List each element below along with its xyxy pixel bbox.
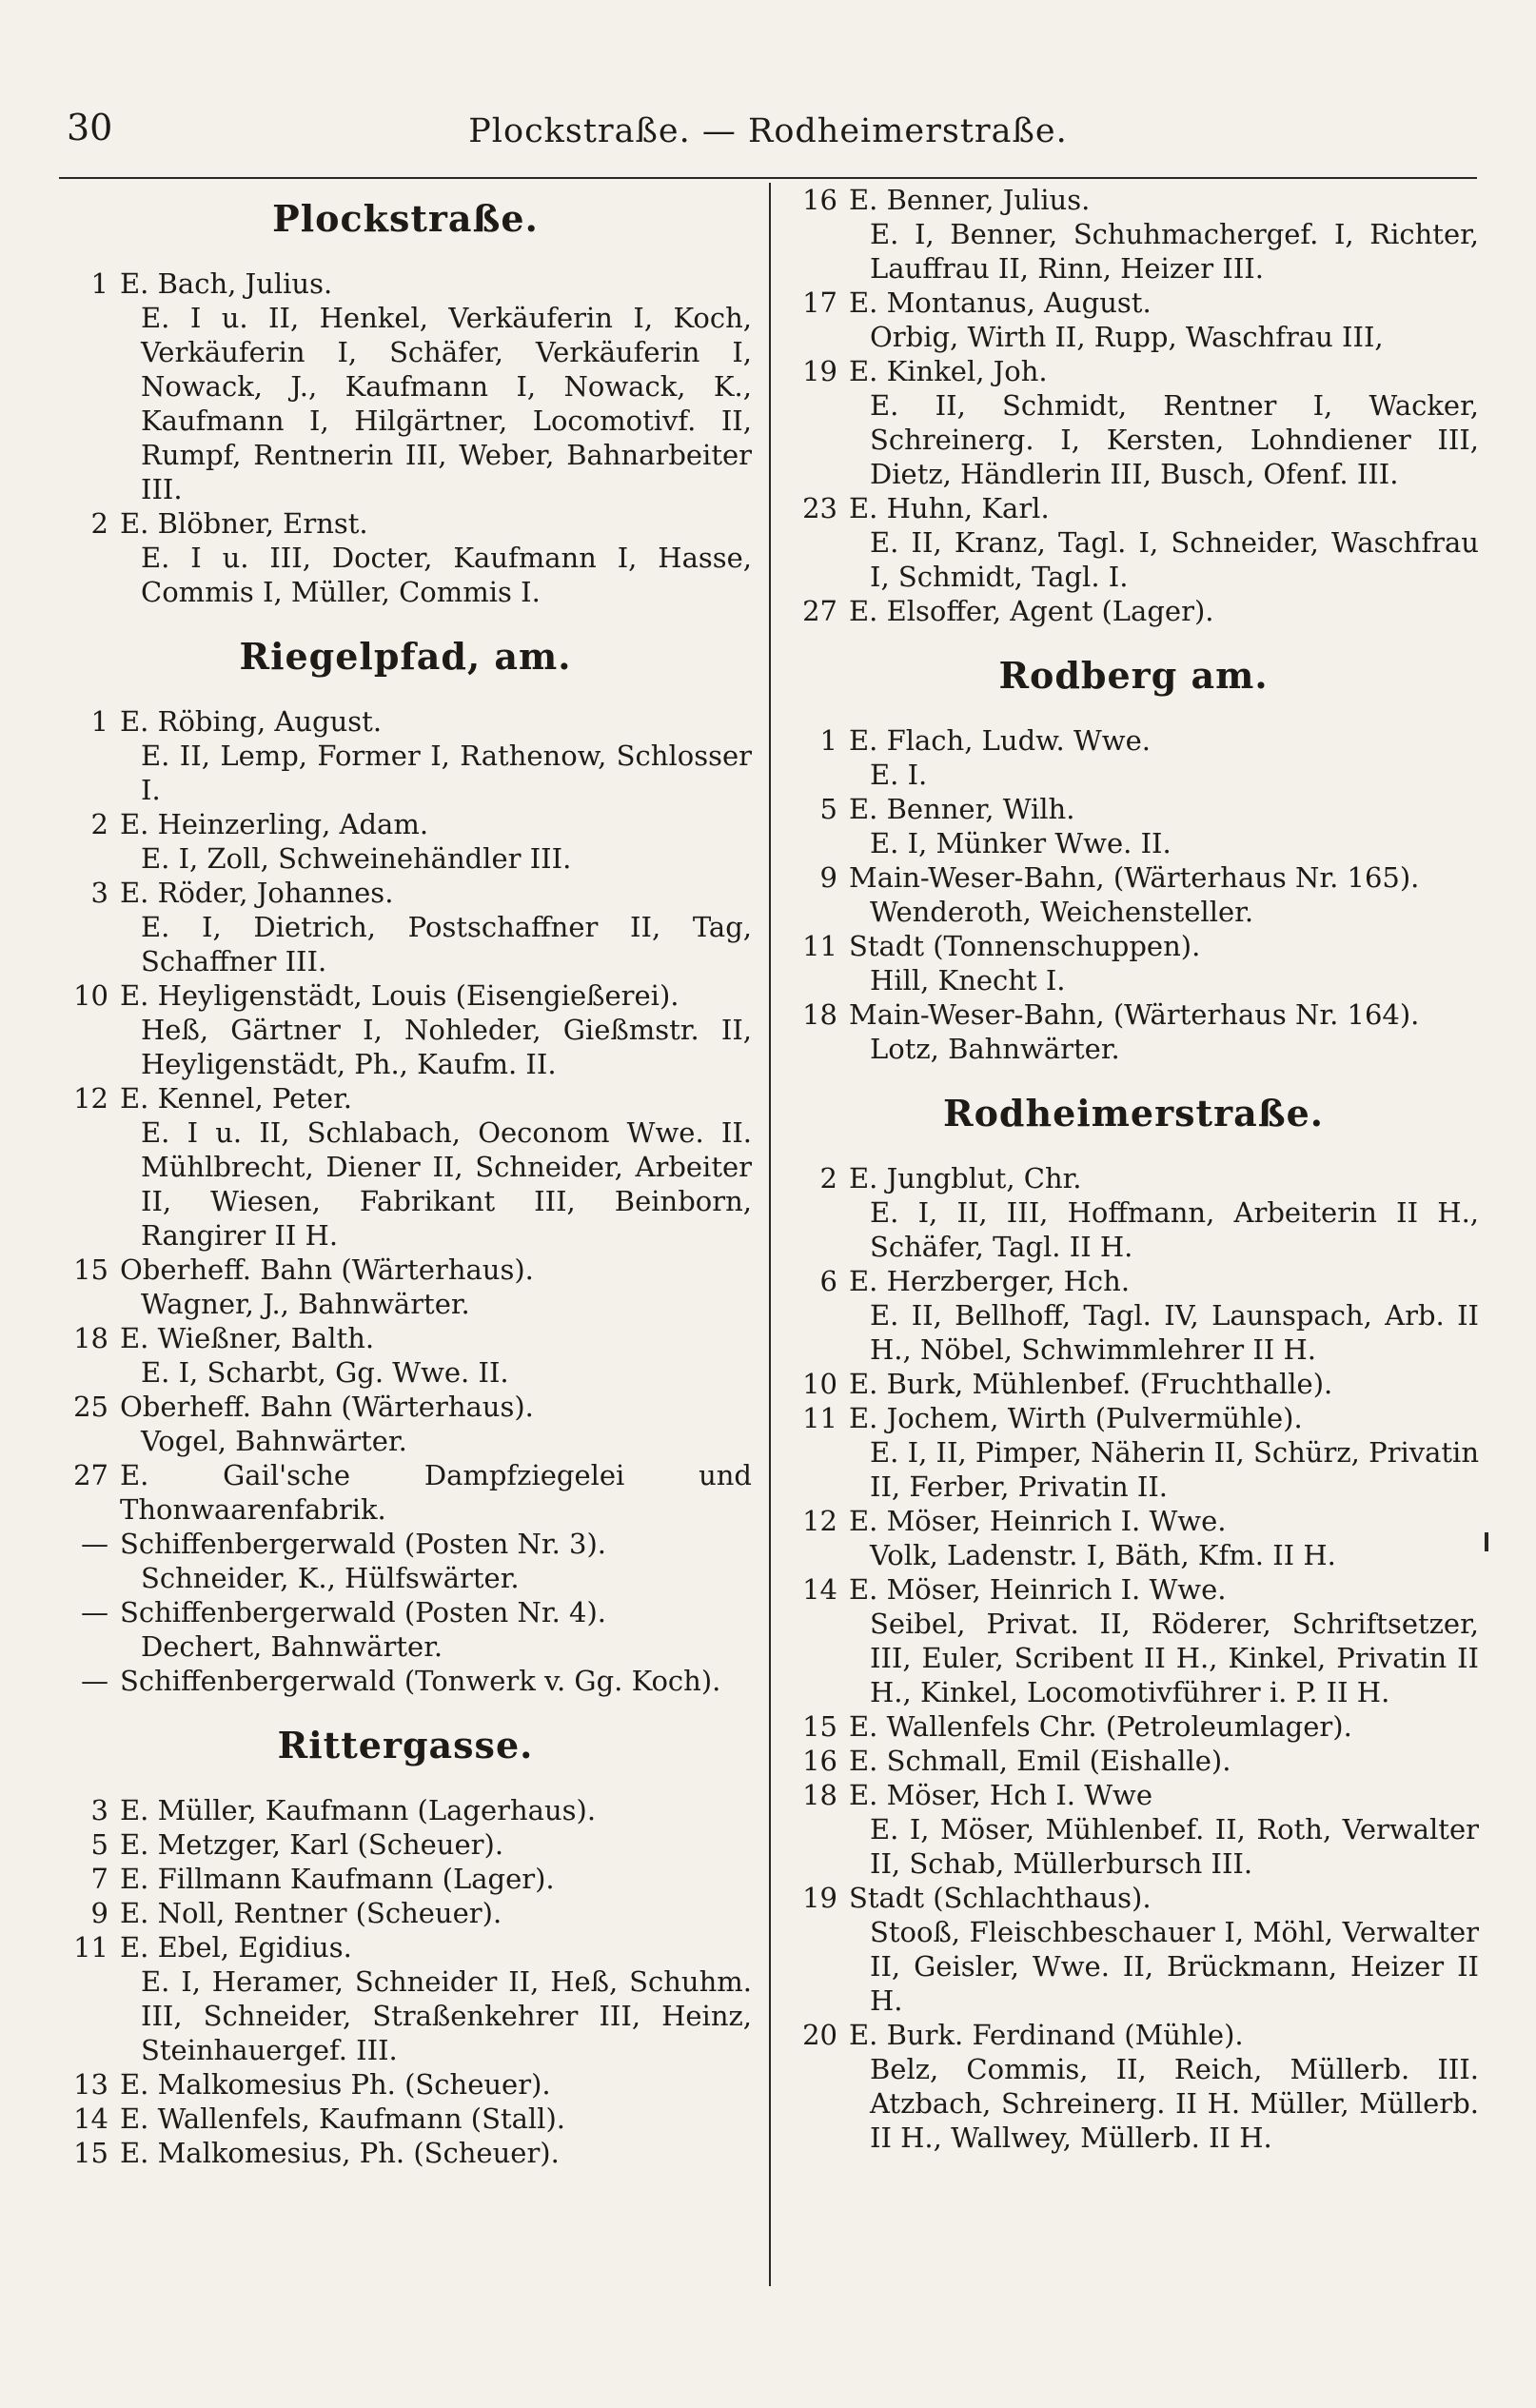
house-number: 14 — [802, 1573, 837, 1606]
tenant-line: E. II, Kranz, Tagl. I, Schneider, Waschfrau I, Schmidt, Tagl. I. — [870, 526, 1479, 593]
page-number: 30 — [67, 107, 113, 148]
owner-line: E. Elsoffer, Agent (Lager). — [849, 595, 1214, 627]
owner-line: E. Burk. Ferdinand (Mühle). — [849, 2019, 1244, 2051]
address-entry — [788, 1161, 1479, 1264]
owner-line: E. Benner, Julius. — [849, 184, 1091, 216]
tenant-line: E. I, Benner, Schuhmachergef. I, Richter, Lauffrau II, Rinn, Heizer III. — [870, 218, 1479, 285]
tenant-line: E. I, Münker Wwe. II. — [870, 827, 1172, 859]
owner-line: E. Bach, Julius. — [120, 267, 333, 300]
owner-line: E. Herzberger, Hch. — [849, 1265, 1131, 1297]
house-number: 17 — [802, 286, 837, 319]
owner-line: Stadt (Schlachthaus). — [849, 1882, 1152, 1914]
running-title: Plockstraße. — Rodheimerstraße. — [468, 112, 1068, 150]
house-number: 3 — [90, 877, 108, 909]
address-entry — [788, 1264, 1479, 1367]
owner-line: E. Heinzerling, Adam. — [120, 808, 429, 840]
address-entry — [59, 1862, 752, 1896]
tenant-line: E. I, Scharbt, Gg. Wwe. II. — [141, 1356, 509, 1389]
owner-line: E. Blöbner, Ernst. — [120, 507, 368, 540]
house-number: 25 — [73, 1391, 108, 1423]
tenant-line: Schneider, K., Hülfswärter. — [141, 1562, 520, 1594]
tenant-line: Hill, Knecht I. — [870, 964, 1066, 997]
street-section — [59, 634, 752, 1698]
address-entry — [788, 2018, 1479, 2155]
house-number: 11 — [73, 1931, 108, 1964]
house-number: 2 — [90, 808, 108, 840]
address-entry — [59, 978, 752, 1081]
house-number: 23 — [802, 492, 837, 524]
address-entry — [59, 1664, 752, 1698]
owner-line: E. Möser, Hch I. Wwe — [849, 1779, 1153, 1811]
house-number: 5 — [819, 793, 837, 825]
owner-line: E. Fillmann Kaufmann (Lager). — [120, 1863, 555, 1895]
house-number: 1 — [819, 724, 837, 757]
address-entry — [59, 1827, 752, 1862]
owner-line: E. Benner, Wilh. — [849, 793, 1075, 825]
owner-line: Oberheff. Bahn (Wärterhaus). — [120, 1391, 534, 1423]
house-number: 10 — [802, 1368, 837, 1400]
address-entry — [788, 1709, 1479, 1744]
street-title: Plockstraße. — [272, 197, 539, 240]
owner-line: E. Heyligenstädt, Louis (Eisengießerei). — [120, 979, 679, 1012]
tenant-line: E. II, Lemp, Former I, Rathenow, Schlosser I. — [141, 740, 752, 806]
owner-line: E. Burk, Mühlenbef. (Fruchthalle). — [849, 1368, 1333, 1400]
street-title: Rittergasse. — [277, 1724, 534, 1767]
house-number: — — [81, 1665, 108, 1697]
owner-line: E. Röder, Johannes. — [120, 877, 394, 909]
house-number: 16 — [802, 184, 837, 216]
tenant-line: Stooß, Fleischbeschauer I, Möhl, Verwalter II, Geisler, Wwe. II, Brückmann, Heizer II H. — [870, 1916, 1479, 2017]
house-number: 11 — [802, 1402, 837, 1434]
address-entry — [788, 594, 1479, 628]
tenant-line: E. II, Bellhoff, Tagl. IV, Launspach, Arb. II H., Nöbel, Schwimmlehrer II H. — [870, 1299, 1479, 1366]
tenant-line: E. I, Möser, Mühlenbef. II, Roth, Verwalter II, Schab, Müllerbursch III. — [870, 1813, 1479, 1880]
address-entry — [788, 929, 1479, 997]
address-entry — [788, 491, 1479, 594]
tenant-line: Lotz, Bahnwärter. — [870, 1033, 1120, 1065]
address-entry — [788, 997, 1479, 1066]
address-entry — [788, 1367, 1479, 1401]
owner-line: E. Jungblut, Chr. — [849, 1162, 1082, 1194]
address-entry — [59, 1527, 752, 1595]
owner-line: Main-Weser-Bahn, (Wärterhaus Nr. 164). — [849, 998, 1420, 1031]
house-number: 12 — [802, 1505, 837, 1537]
owner-line: E. Röbing, August. — [120, 705, 383, 738]
house-number: 2 — [819, 1162, 837, 1194]
house-number: 9 — [90, 1897, 108, 1929]
house-number: 18 — [802, 998, 837, 1031]
address-entry — [788, 183, 1479, 286]
owner-line: E. Noll, Rentner (Scheuer). — [120, 1897, 502, 1929]
house-number: 18 — [802, 1779, 837, 1811]
left-column — [59, 183, 752, 2187]
owner-line: E. Flach, Ludw. Wwe. — [849, 724, 1151, 757]
header-rule — [59, 177, 1477, 179]
street-section — [59, 1723, 752, 2170]
address-entry — [788, 1401, 1479, 1504]
tenant-line: Dechert, Bahnwärter. — [141, 1630, 443, 1663]
tenant-line: Wenderoth, Weichensteller. — [870, 896, 1254, 928]
tenant-line: Orbig, Wirth II, Rupp, Waschfrau III, — [870, 321, 1384, 353]
owner-line: E. Malkomesius Ph. (Scheuer). — [120, 2068, 551, 2101]
street-section — [788, 653, 1479, 1066]
house-number: 15 — [73, 1253, 108, 1286]
address-entry — [59, 876, 752, 978]
owner-line: E. Müller, Kaufmann (Lagerhaus). — [120, 1794, 597, 1826]
address-entry — [59, 1253, 752, 1321]
house-number: 3 — [90, 1794, 108, 1826]
house-number: 1 — [90, 705, 108, 738]
owner-line: Oberheff. Bahn (Wärterhaus). — [120, 1253, 534, 1286]
street-section — [59, 196, 752, 609]
tenant-line: E. I u. III, Docter, Kaufmann I, Hasse, Commis I, Müller, Commis I. — [141, 542, 752, 608]
house-number: 15 — [73, 2137, 108, 2169]
house-number: 19 — [802, 355, 837, 387]
address-entry — [788, 1881, 1479, 2018]
tenant-line: Volk, Ladenstr. I, Bäth, Kfm. II H. — [870, 1539, 1336, 1571]
owner-line: E. Gail'sche Dampfziegelei und Thonwaarenfabrik. — [120, 1459, 752, 1526]
address-entry — [59, 1390, 752, 1458]
tenant-line: E. I, Heramer, Schneider II, Heß, Schuhm. III, Schneider, Straßenkehrer III, Heinz, Steinhauergef. III. — [141, 1965, 752, 2066]
owner-line: E. Kennel, Peter. — [120, 1082, 352, 1115]
street-title: Rodberg am. — [998, 654, 1269, 697]
tenant-line: E. II, Schmidt, Rentner I, Wacker, Schreinerg. I, Kersten, Lohndiener III, Dietz, Händlerin III, Busch, Ofenf. III. — [870, 389, 1479, 490]
address-entry — [59, 704, 752, 807]
address-entry — [59, 2136, 752, 2170]
owner-line: Schiffenbergerwald (Posten Nr. 3). — [120, 1528, 607, 1560]
house-number: 12 — [73, 1082, 108, 1115]
address-entry — [788, 723, 1479, 792]
address-entry — [59, 2067, 752, 2102]
address-entry — [788, 1504, 1479, 1572]
tenant-line: E. I. — [870, 759, 928, 791]
address-entry — [788, 860, 1479, 929]
address-entry — [59, 1321, 752, 1390]
page-header — [59, 103, 1477, 169]
house-number: 6 — [819, 1265, 837, 1297]
address-entry — [59, 1081, 752, 1253]
address-entry — [59, 1896, 752, 1930]
house-number: 15 — [802, 1710, 837, 1743]
column-divider — [769, 183, 771, 2286]
right-column — [788, 183, 1479, 2172]
owner-line: Stadt (Tonnenschuppen). — [849, 930, 1201, 962]
house-number: 13 — [73, 2068, 108, 2101]
address-entry — [59, 1458, 752, 1527]
house-number: 11 — [802, 930, 837, 962]
house-number: 27 — [73, 1459, 108, 1491]
owner-line: E. Metzger, Karl (Scheuer). — [120, 1828, 504, 1861]
address-entry — [788, 354, 1479, 491]
house-number: 16 — [802, 1745, 837, 1777]
owner-line: E. Möser, Heinrich I. Wwe. — [849, 1573, 1227, 1606]
owner-line: E. Möser, Heinrich I. Wwe. — [849, 1505, 1227, 1537]
tenant-line: E. I, Dietrich, Postschaffner II, Tag, Schaffner III. — [141, 911, 752, 977]
owner-line: E. Schmall, Emil (Eishalle). — [849, 1745, 1231, 1777]
tenant-line: Wagner, J., Bahnwärter. — [141, 1288, 470, 1320]
address-entry — [59, 1793, 752, 1827]
tenant-line: Vogel, Bahnwärter. — [141, 1425, 407, 1457]
house-number: 7 — [90, 1863, 108, 1895]
owner-line: Schiffenbergerwald (Posten Nr. 4). — [120, 1596, 607, 1628]
owner-line: E. Jochem, Wirth (Pulvermühle). — [849, 1402, 1303, 1434]
tenant-line: E. I, II, Pimper, Näherin II, Schürz, Privatin II, Ferber, Privatin II. — [870, 1436, 1479, 1503]
address-entry — [59, 807, 752, 876]
house-number: 9 — [819, 861, 837, 894]
address-entry — [59, 506, 752, 609]
tenant-line: Seibel, Privat. II, Röderer, Schriftsetzer, III, Euler, Scribent II H., Kinkel, Privatin II H., Kinkel, Locomotivführer i. P. II H. — [870, 1608, 1479, 1708]
street-section — [788, 183, 1479, 628]
owner-line: E. Montanus, August. — [849, 286, 1152, 319]
owner-line: E. Malkomesius, Ph. (Scheuer). — [120, 2137, 560, 2169]
house-number: 18 — [73, 1322, 108, 1354]
house-number: — — [81, 1596, 108, 1628]
tenant-line: E. I u. II, Henkel, Verkäuferin I, Koch, Verkäuferin I, Schäfer, Verkäuferin I, Nowack, J., Kaufmann I, Nowack, K., Kaufmann I, Hilgärtner, Locomotivf. II, Rumpf, Rentnerin III, Weber, Bahnarbeiter III. — [141, 302, 752, 505]
owner-line: E. Wallenfels Chr. (Petroleumlager). — [849, 1710, 1352, 1743]
address-entry — [788, 1744, 1479, 1778]
address-entry — [788, 286, 1479, 354]
tenant-line: E. I, Zoll, Schweinehändler III. — [141, 842, 572, 875]
house-number: — — [81, 1528, 108, 1560]
tenant-line: Belz, Commis, II, Reich, Müllerb. III. Atzbach, Schreinerg. II H. Müller, Müllerb. II H., Wallwey, Müllerb. II H. — [870, 2053, 1479, 2154]
house-number: 19 — [802, 1882, 837, 1914]
street-title: Riegelpfad, am. — [239, 635, 572, 678]
house-number: 20 — [802, 2019, 837, 2051]
tenant-line: E. I u. II, Schlabach, Oeconom Wwe. II. Mühlbrecht, Diener II, Schneider, Arbeiter II, Wiesen, Fabrikant III, Beinborn, Rangirer II H. — [141, 1116, 752, 1252]
address-entry — [59, 266, 752, 506]
address-entry — [59, 1595, 752, 1664]
owner-line: E. Huhn, Karl. — [849, 492, 1050, 524]
address-entry — [59, 1930, 752, 2067]
house-number: 1 — [90, 267, 108, 300]
tenant-line: E. I, II, III, Hoffmann, Arbeiterin II H., Schäfer, Tagl. II H. — [870, 1196, 1479, 1263]
street-section — [788, 1091, 1479, 2155]
margin-mark — [1485, 1532, 1488, 1551]
owner-line: Schiffenbergerwald (Tonwerk v. Gg. Koch). — [120, 1665, 721, 1697]
house-number: 27 — [802, 595, 837, 627]
tenant-line: Heß, Gärtner I, Nohleder, Gießmstr. II, Heyligenstädt, Ph., Kaufm. II. — [141, 1014, 752, 1080]
house-number: 2 — [90, 507, 108, 540]
owner-line: E. Wallenfels, Kaufmann (Stall). — [120, 2102, 565, 2135]
house-number: 5 — [90, 1828, 108, 1861]
owner-line: Main-Weser-Bahn, (Wärterhaus Nr. 165). — [849, 861, 1420, 894]
owner-line: E. Ebel, Egidius. — [120, 1931, 352, 1964]
street-title: Rodheimerstraße. — [942, 1092, 1324, 1135]
address-entry — [59, 2102, 752, 2136]
address-entry — [788, 1572, 1479, 1709]
address-entry — [788, 792, 1479, 860]
address-entry — [788, 1778, 1479, 1881]
owner-line: E. Kinkel, Joh. — [849, 355, 1048, 387]
owner-line: E. Wießner, Balth. — [120, 1322, 375, 1354]
house-number: 14 — [73, 2102, 108, 2135]
house-number: 10 — [73, 979, 108, 1012]
